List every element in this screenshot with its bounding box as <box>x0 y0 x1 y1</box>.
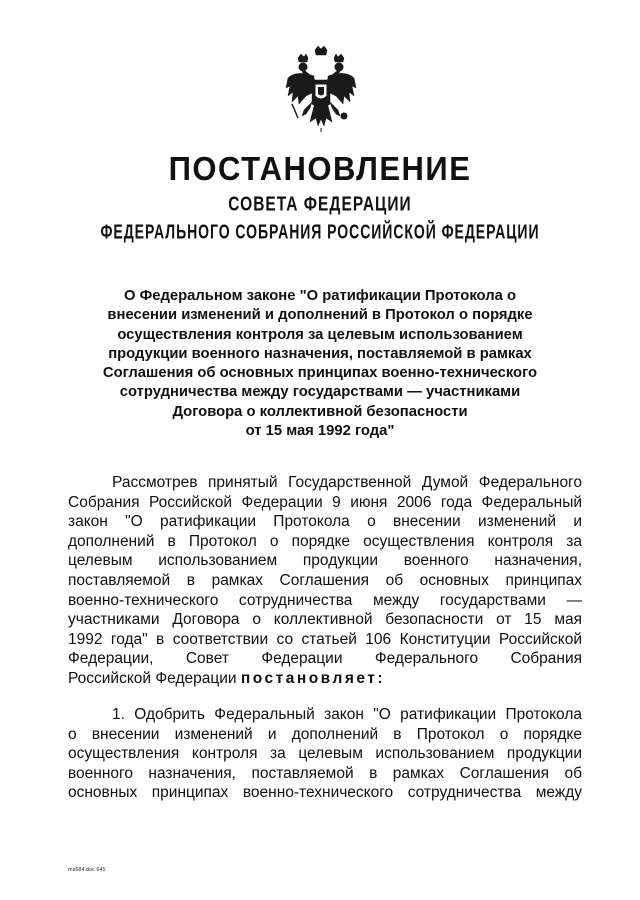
paragraph-line: дополнений в Протокол о порядке осуществления контроля за <box>68 532 582 550</box>
resolves-emphasis: постановляет: <box>240 669 386 687</box>
subject-line: продукции военного назначения, поставляемой в рамках <box>108 345 532 362</box>
paragraph-final-line <box>68 669 582 689</box>
subject-line: Договора о коллективной безопасности <box>172 403 468 420</box>
paragraph-final-text: Российской Федерации <box>68 669 237 687</box>
subject-line: от 15 мая 1992 года" <box>245 423 395 440</box>
paragraph-line: осуществления контроля за целевым использованием продукции <box>68 745 582 763</box>
subject-line: О Федеральном законе "О ратификации Протокола о <box>123 288 517 304</box>
subject-line: внесении изменений и дополнений в Протокол о порядке <box>107 307 533 324</box>
document-title: ПОСТАНОВЛЕНИЕ <box>168 150 472 188</box>
paragraph-line: Рассмотрев принятый Государственной Думой Федерального <box>112 474 582 491</box>
subject-line: сотрудничества между государствами — участниками <box>119 384 521 401</box>
paragraph-line: целевым использованием продукции военного назначения, <box>68 552 582 570</box>
paragraph-line: основных принципах военно-технического сотрудничества между <box>68 784 582 802</box>
paragraph-line: Собрания Российской Федерации 9 июня 2006 года Федеральный <box>68 493 582 511</box>
preamble-paragraph <box>68 473 582 689</box>
footer-file-code: ms684.doc 645 <box>68 867 106 873</box>
paragraph-line: закон "О ратификации Протокола о внесении изменений и <box>68 513 582 531</box>
paragraph-line: участниками Договора о коллективной безопасности от 15 мая <box>68 611 582 629</box>
document-subtitle-assembly: ФЕДЕРАЛЬНОГО СОБРАНИЯ РОССИЙСКОЙ ФЕДЕРАЦИИ <box>100 220 540 243</box>
coat-of-arms-emblem <box>284 46 358 132</box>
document-subtitle-council: СОВЕТА ФЕДЕРАЦИИ <box>228 192 412 215</box>
resolution-subject <box>70 287 570 441</box>
subject-line: Соглашения об основных принципах военно-технического <box>102 365 538 382</box>
paragraph-line: 1. Одобрить Федеральный закон "О ратификации Протокола <box>112 706 582 723</box>
paragraph-line: 1992 года" в соответствии со статьей 106 Конституции Российской <box>68 630 582 648</box>
paragraph-line: военного назначения, поставляемой в рамках Соглашения об <box>68 764 582 782</box>
clause-1-paragraph <box>68 705 582 803</box>
subject-line: осуществления контроля за целевым использованием <box>117 326 523 343</box>
paragraph-line: о внесении изменений и дополнений в Протокол о порядке <box>68 725 582 743</box>
paragraph-line: Федерации, Совет Федерации Федерального Собрания <box>68 650 582 668</box>
paragraph-line: военно-технического сотрудничества между государствами — <box>68 591 582 609</box>
paragraph-line: поставляемой в рамках Соглашения об основных принципах <box>68 571 582 589</box>
